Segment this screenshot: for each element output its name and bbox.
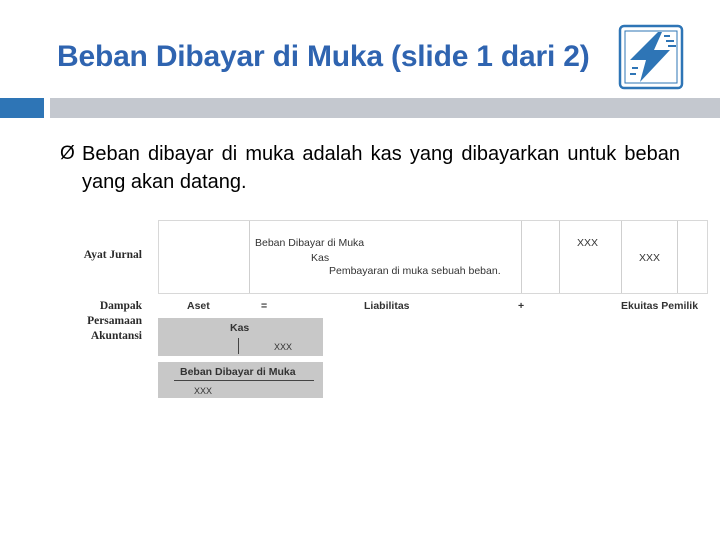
equation-liabilitas: Liabilitas (364, 300, 410, 312)
kas-t-account (158, 318, 323, 356)
equation-plus: + (518, 300, 525, 312)
title-divider (0, 98, 720, 118)
journal-entry-box (158, 220, 708, 294)
journal-credit-account: Kas (311, 252, 330, 264)
kas-separator (238, 338, 239, 354)
beban-title: Beban Dibayar di Muka (180, 366, 296, 378)
journal-divider (621, 221, 622, 293)
journal-description: Pembayaran di muka sebuah beban. (329, 265, 501, 277)
journal-divider (521, 221, 522, 293)
ayat-jurnal-label: Ayat Jurnal (83, 249, 142, 261)
equation-equals: = (261, 300, 268, 312)
bullet-item (60, 140, 680, 196)
dampak-label-line3: Akuntansi (90, 330, 142, 342)
beban-separator (174, 380, 314, 381)
beban-amount: XXX (194, 386, 213, 396)
equation-ekuitas: Ekuitas Pemilik (621, 300, 699, 312)
dampak-label-line2: Persamaan (87, 315, 142, 327)
publisher-logo-icon (618, 24, 684, 90)
beban-t-account (158, 362, 323, 398)
kas-amount: XXX (274, 342, 293, 352)
journal-debit-account: Beban Dibayar di Muka (255, 237, 365, 249)
title-divider-rule (50, 98, 720, 118)
journal-debit-amount: XXX (577, 237, 599, 249)
kas-title: Kas (230, 322, 250, 334)
journal-credit-amount: XXX (639, 252, 661, 264)
equation-aset: Aset (187, 300, 210, 312)
bullet-text: Beban dibayar di muka adalah kas yang dibayarkan untuk beban yang akan datang. (82, 143, 680, 193)
journal-divider (677, 221, 678, 293)
slide-title: Beban Dibayar di Muka (slide 1 dari 2) (57, 40, 590, 73)
title-divider-accent (0, 98, 44, 118)
journal-divider (559, 221, 560, 293)
bullet-arrow-icon: Ø (60, 143, 75, 164)
journal-divider (249, 221, 250, 293)
dampak-label-line1: Dampak (99, 300, 142, 312)
